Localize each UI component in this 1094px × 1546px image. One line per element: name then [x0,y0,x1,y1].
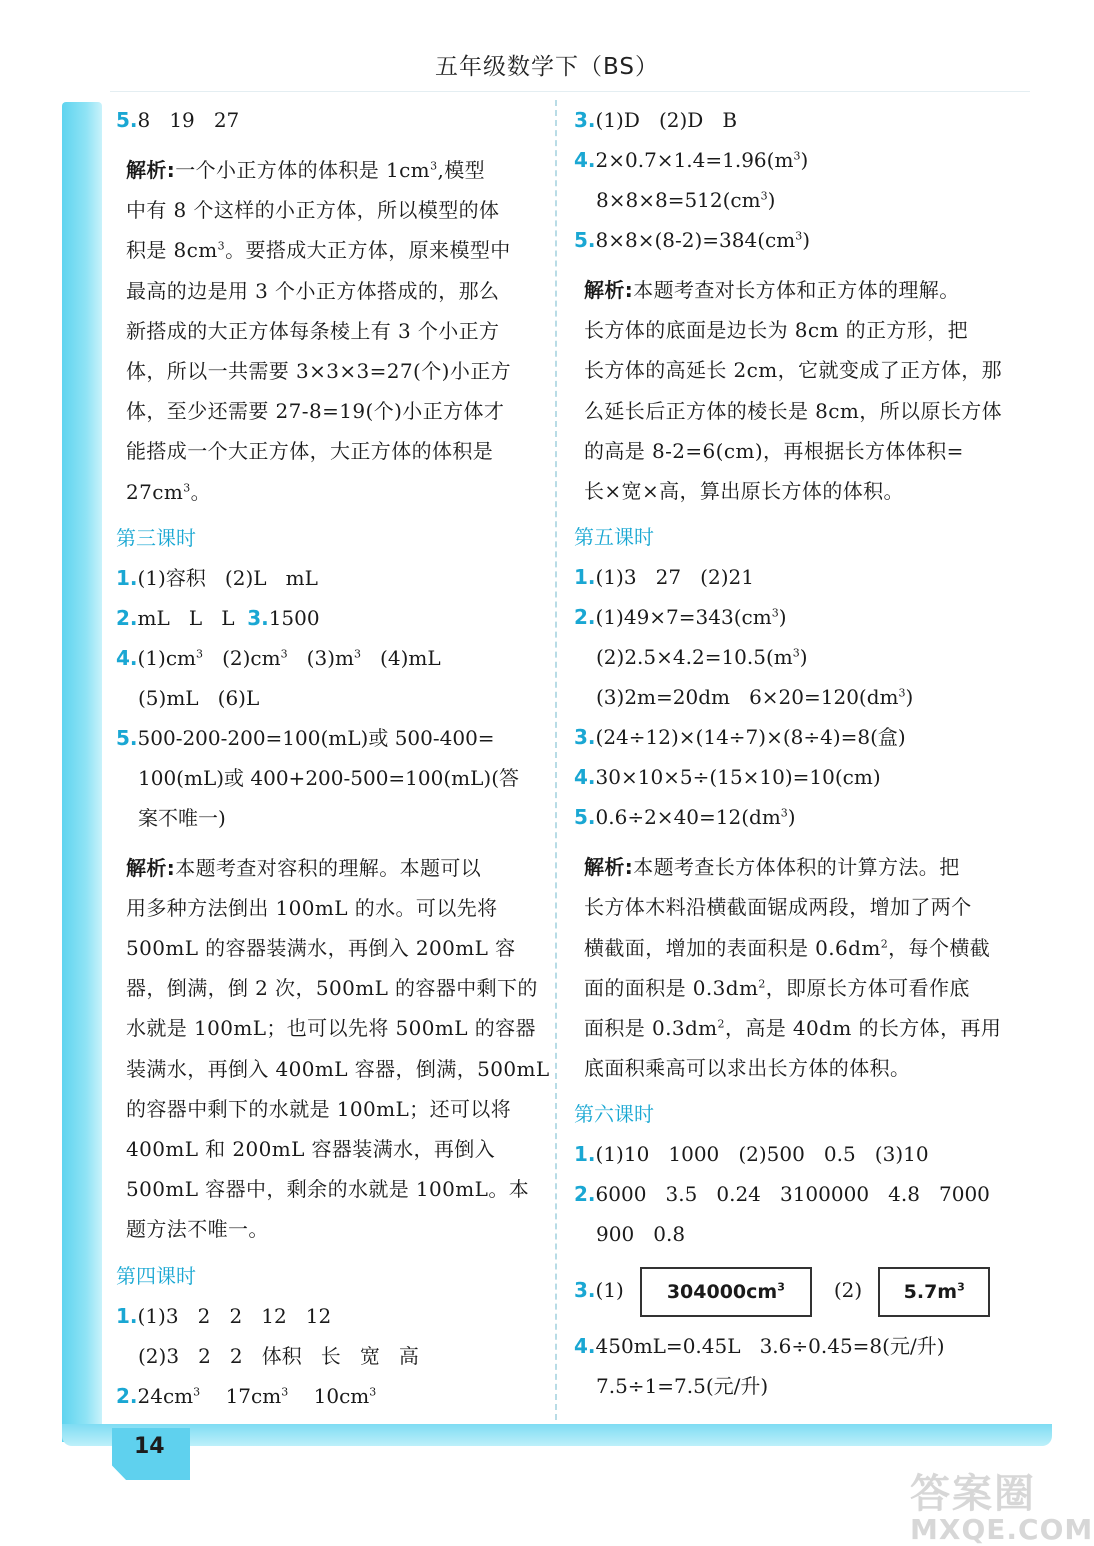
answer-line: 3.(1)D (2)D B [574,108,738,132]
answer-line: 3.(1) $304000cm^3$ (2) $5.7m^3$ [574,1260,1012,1320]
answer-line: $2.(1)49\times 7=343(cm^3)$ [574,605,787,630]
answer-line: 1.(1)3 2 2 12 12 [116,1303,332,1328]
answer-line: 1.(1)容积 (2)L mL [116,565,318,590]
right-column [574,100,1012,1406]
answer-line: 案不唯一) [138,805,226,830]
analysis-label: 解析: [584,855,634,880]
answer-line: $8\times 8\times 8=512(cm^3)$ [596,188,776,212]
watermark-logo-text: 答案圈 [910,1471,1036,1517]
watermark-url: MXQE.COM [910,1513,1094,1546]
section-title: 第四课时 [116,1263,196,1288]
answer-line: 5.8 19 27 [116,108,240,132]
answer-line: $4.2\times 0.7\times 1.4=1.96(m^3)$ [574,148,809,172]
answer-line: 900 0.8 [596,1222,686,1247]
answer-line: $(2)2.5\times 4.2=10.5(m^3)$ [596,645,808,670]
decorative-side-bar [62,102,102,1442]
analysis-label: 解析: [126,158,176,182]
section-title: 第三课时 [116,525,196,550]
answer-box: $304000cm^3$ [640,1267,812,1317]
left-column [116,100,548,1416]
answer-line: $2.24cm^3$ $17cm^3$ $10cm^3$ [116,1383,377,1408]
analysis-block: 解析:一个小正方体的体积是 $1cm^3$,模型 中有 8 个这样的小正方体，所以模型的体 积是 $8cm^3$。要搭成大正方体，原来模型中 最高的边是用 3 个小正方体搭成的，那么 新搭成的大正方体每条棱上有 3 个小正方 体，所以一共需要 3×3×3=27(个)小正方 体，至少还需要 27-8=19(个)小正方体才 能搭成一个大正方体，大正方体的体积是 $27cm^3$。 [126,158,512,504]
analysis-label: 解析: [126,855,176,880]
analysis-block: 解析:本题考查对长方体和正方体的理解。 长方体的底面是边长为 8cm 的正方形，把 长方体的高延长 2cm，它就变成了正方体，那 么延长后正方体的棱长是 8cm，所以原长方体 的高是 8-2=6(cm)，再根据长方体体积= 长×宽×高，算出原长方体的体积。 [584,278,1003,503]
answer-line: $5.8\times 8\times(8-2)=384(cm^3)$ [574,228,811,252]
answer-line: 4.450mL=0.45L 3.6÷0.45=8(元/升) [574,1334,945,1359]
analysis-label: 解析: [584,278,634,302]
answer-line: 2.mL L L 3.1500 [116,605,320,630]
answer-line: $5.0.6\div 2\times 40=12(dm^3)$ [574,805,796,830]
page-header: 五年级数学下（BS） [435,54,659,80]
answer-line: 1.(1)3 27 (2)21 [574,565,754,590]
answer-line: 2.6000 3.5 0.24 3100000 4.8 7000 [574,1182,990,1207]
analysis-block: 解析:本题考查对容积的理解。本题可以 用多种方法倒出 100mL 的水。可以先将 500mL 的容器装满水，再倒入 200mL 容 器，倒满，倒 2 次，500mL 的容器中剩下的 水就是 100mL；也可以先将 500mL 的容器 装满水，再倒入 400mL 容器，倒满，500mL 的容器中剩下的水就是 100mL；还可以将 400mL 和 200mL 容器装满水，再倒入 500mL 容器中，剩余的水就是 100mL。本 题方法不唯一。 [126,855,550,1242]
answer-line: (3)2m=20dm $6\times 20=120(dm^3)$ [596,685,914,710]
answer-line: 100(mL)或 400+200-500=100(mL)(答 [138,765,520,790]
decorative-bottom-bar [62,1424,1052,1446]
header-rule [110,91,1030,92]
answer-line: 3.(24÷12)×(14÷7)×(8÷4)=8(盒) [574,725,906,750]
answer-line: $4.(1)cm^3$ $(2)cm^3$ $(3)m^3$ (4)mL [116,645,441,670]
analysis-block: 解析:本题考查长方体体积的计算方法。把 长方体木料沿横截面锯成两段，增加了两个 横截面，增加的表面积是 $0.6dm^2$，每个横截 面的面积是 $0.3dm^2$，即原长方体可看作底 面积是 $0.3dm^2$，高是 40dm 的长方体，再用 底面积乘高可以求出长方体的体积。 [584,855,1002,1081]
answer-box: $5.7m^3$ [878,1267,990,1317]
answer-line: 4.30×10×5÷(15×10)=10(cm) [574,765,881,790]
section-title: 第五课时 [574,525,654,550]
answer-line: 5.500-200-200=100(mL)或 500-400= [116,725,495,750]
answer-line: 1.(1)10 1000 (2)500 0.5 (3)10 [574,1142,929,1167]
watermark [910,1462,1093,1546]
answer-line: (2)3 2 2 体积 长 宽 高 [138,1343,419,1368]
page-number: 14 [134,1434,165,1459]
answer-line: (5)mL (6)L [138,685,260,710]
column-divider [555,100,557,1420]
answer-line: 7.5÷1=7.5(元/升) [596,1374,769,1399]
section-title: 第六课时 [574,1102,654,1127]
